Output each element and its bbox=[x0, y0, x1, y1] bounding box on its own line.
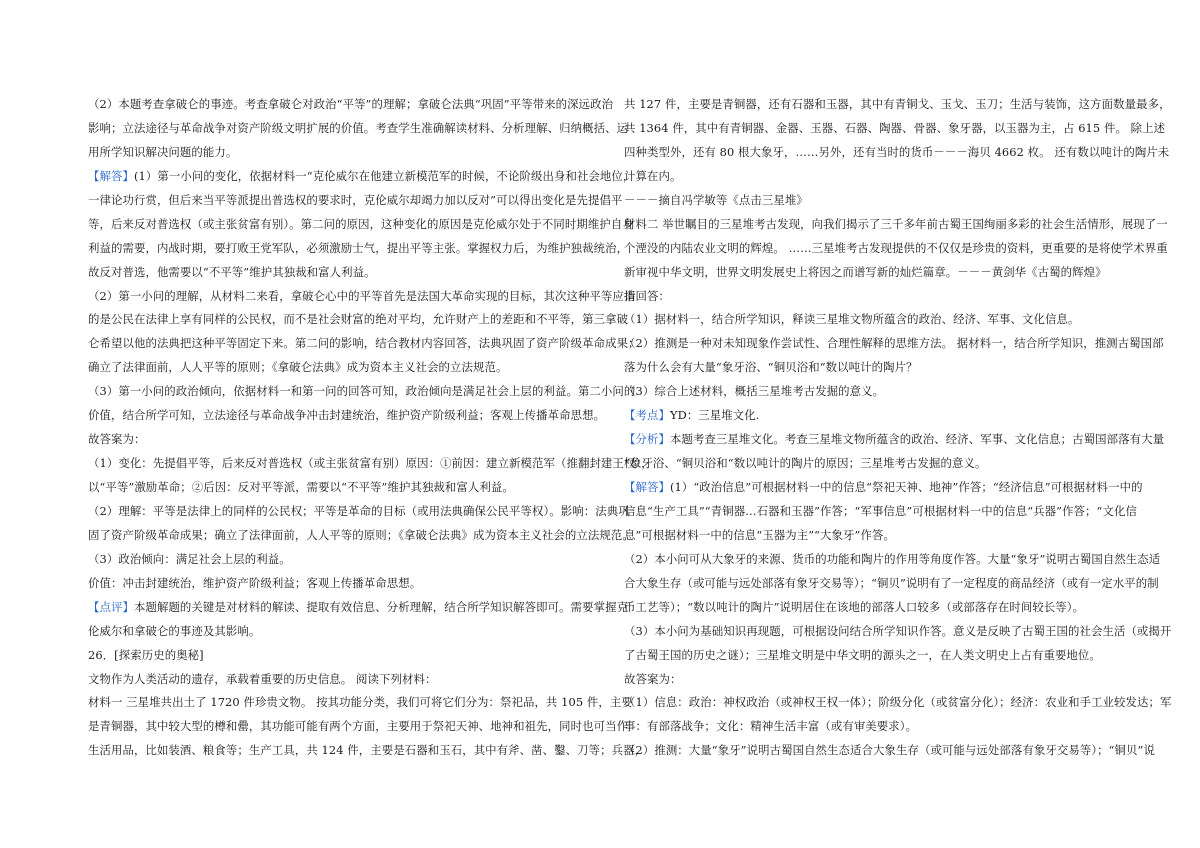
text-line bbox=[624, 117, 1166, 141]
text-line bbox=[624, 213, 1168, 237]
line-text: 共 1364 件，其中有青铜器、金器、玉器、石器、陶器、骨器、象牙器，以玉器为主，占 615 件。 除上述 bbox=[624, 120, 1166, 135]
line-text: 共 127 件，主要是青铜器，还有石器和玉器，其中有青铜戈、玉戈、玉刀；生活与装饰，这方面数量最多， bbox=[624, 97, 1171, 111]
text-line bbox=[88, 165, 635, 189]
text-line bbox=[624, 428, 1165, 452]
right-column bbox=[624, 93, 1172, 763]
line-text: 影响；立法途径与革命战争对资产阶级文明扩展的价值。考查学生准确解读材料、分析理解、归纳概括、运 bbox=[88, 120, 629, 135]
line-text: 价值：冲击封建统治，维护资产阶级利益；客观上传播革命思想。 bbox=[88, 575, 422, 590]
line-text: 了古蜀王国的历史之谜）；三星堆文明是中华文明的源头之一，在人类文明史上占有重要地位。 bbox=[624, 647, 1101, 662]
line-text: 生活用品，比如装酒、粮食等；生产工具，共 124 件，主要是石器和玉石，其中有斧、凿、鑿、刀等；兵器， bbox=[88, 743, 647, 758]
line-text: （1）变化：先提倡平等，后来反对普选权（或主张贫富有别）原因：①前因：建立新模范军（推翻封建王权）， bbox=[88, 456, 653, 471]
line-text: （2）本小问可从大象牙的来源、货币的功能和陶片的作用等角度作答。大量“象牙”说明古蜀国自然生态适 bbox=[624, 551, 1161, 566]
line-text: 请回答： bbox=[624, 288, 670, 303]
text-line bbox=[88, 261, 590, 285]
line-text: 故答案为： bbox=[88, 432, 146, 447]
text-line bbox=[88, 308, 629, 332]
line-text: (1）第一小问的变化，依据材料一“克伦威尔在他建立新模范军的时候，不论阶级出身和社会地位， bbox=[133, 168, 635, 183]
line-text: YD：三星堆文化. bbox=[669, 408, 760, 423]
text-line bbox=[88, 524, 634, 548]
line-text: （2）推测是一种对未知现象作尝试性、合理性解释的思维方法。 据材料一，结合所学知识，推测古蜀国部 bbox=[624, 336, 1164, 351]
section-tag: 【考点】 bbox=[624, 408, 670, 423]
text-line bbox=[88, 715, 629, 739]
line-text: 价值，结合所学可知，立法途径与革命战争冲击封建统治，维护资产阶级利益；客观上传播革命思想。 bbox=[88, 408, 606, 423]
text-line bbox=[88, 739, 647, 763]
text-line bbox=[624, 308, 1126, 332]
text-line bbox=[624, 548, 1161, 572]
text-line bbox=[624, 237, 1168, 261]
text-line bbox=[624, 620, 1172, 644]
section-tag: 【分析】 bbox=[624, 432, 670, 447]
line-text: 材料一 三星堆共出土了 1720 件珍贵文物。 按其功能分类，我们可将它们分为：祭祀品，共 105 件，主要 bbox=[88, 695, 633, 710]
text-line bbox=[88, 237, 629, 261]
line-text: 26．[探索历史的奥秘] bbox=[88, 647, 204, 662]
section-tag: 【点评】 bbox=[88, 599, 134, 614]
line-text: （3）本小问为基础知识再现题，可根据设问结合所学知识作答。意义是反映了古蜀王国的社会生活（或揭开 bbox=[624, 623, 1172, 638]
line-text: （1）信息：政治：神权政治（或神权王权一体）；阶级分化（或贫富分化）；经济：农业和手工业较发达；军 bbox=[624, 695, 1172, 710]
line-text: 四种类型外，还有 80 根大象牙，……另外，还有当时的货币－－－海贝 4662 枚。 还有数以吨计的陶片未 bbox=[624, 144, 1170, 159]
line-text: 伦威尔和拿破仑的事迹及其影响。 bbox=[88, 623, 261, 638]
line-text: （3）政治倾向：满足社会上层的利益。 bbox=[88, 551, 291, 566]
line-text: 故答案为： bbox=[624, 671, 682, 686]
text-line bbox=[624, 739, 1155, 763]
line-text: （2）理解：平等是法律上的同样的公民权；平等是革命的目标（或用法典确保公民平等权）。影响：法典巩 bbox=[88, 503, 630, 518]
line-text: 固了资产阶级革命成果；确立了法律面前，人人平等的原则；《拿破仑法典》成为资本主义社会的立法规范。 bbox=[88, 527, 634, 542]
line-text: 文物作为人类活动的遗存，承载着重要的历史信息。 阅读下列材料： bbox=[88, 671, 437, 686]
text-line bbox=[88, 596, 629, 620]
line-text: 计算在内。 bbox=[624, 168, 682, 183]
text-line bbox=[624, 404, 1126, 428]
text-line bbox=[88, 691, 633, 715]
section-tag: 【解答】 bbox=[88, 168, 134, 183]
section-tag: 【解答】 bbox=[624, 480, 670, 494]
line-text: 币工艺等）；“数以吨计的陶片”说明居住在该地的部落人口较多（或部落存在时间较长等）。 bbox=[624, 599, 1085, 614]
line-text: （2）第一小问的理解，从材料二来看，拿破仑心中的平等首先是法国大革命实现的目标，其次这种平等应指 bbox=[88, 288, 636, 303]
text-line bbox=[88, 93, 614, 117]
text-line bbox=[88, 644, 590, 668]
text-line bbox=[88, 117, 629, 141]
line-text: －－－摘自冯学敏等《点击三星堆》 bbox=[624, 192, 808, 207]
text-line bbox=[88, 213, 634, 237]
line-text: “象牙浴、“铜贝浴和“数以吨计的陶片的原因；三星堆考古发掘的意义。 bbox=[624, 456, 987, 471]
text-line bbox=[624, 500, 1137, 524]
text-line bbox=[88, 189, 623, 213]
line-text: （3）第一小问的政治倾向，依据材料一和第一问的回答可知，政治倾向是满足社会上层的利益。第二小问的 bbox=[88, 384, 636, 399]
line-text: 一律论功行赏，但后来当平等派提出普选权的要求时，克伦威尔却竭力加以反对”可以得出变化是先提倡平 bbox=[88, 192, 623, 207]
text-line bbox=[624, 356, 1126, 380]
line-text: 等，后来反对普选权（或主张贫富有别）。第二问的原因，这种变化的原因是克伦威尔处于不同时期维护自身 bbox=[88, 216, 634, 231]
text-line bbox=[88, 380, 636, 404]
text-line bbox=[88, 332, 640, 356]
line-text: 个湮没的内陆农业文明的辉煌。 ……三星堆考古发现提供的不仅仅是珍贵的资料，更重要的是将使学术界重 bbox=[624, 240, 1168, 255]
line-text: 事：有部落战争；文化：精神生活丰富（或有审美要求）。 bbox=[624, 719, 918, 734]
text-line bbox=[624, 476, 1143, 500]
line-text: 确立了法律面前，人人平等的原则；《拿破仑法典》成为资本主义社会的立法规范。 bbox=[88, 360, 508, 375]
line-text: 新审视中华文明，世界文明发展史上将因之而谱写新的灿烂篇章。－－－黄剑华《古蜀的辉煌》 bbox=[624, 264, 1107, 279]
text-line bbox=[88, 285, 636, 309]
text-line bbox=[624, 691, 1172, 715]
text-line bbox=[624, 715, 1126, 739]
text-line bbox=[88, 500, 630, 524]
line-text: 信息“生产工具”“青铜器…石器和玉器”作答；“军事信息”可根据材料一中的信息“兵器”作答；“文化信 bbox=[624, 503, 1137, 518]
text-line bbox=[88, 620, 590, 644]
line-text: （2）本题考查拿破仑的事迹。考查拿破仑对政治“平等”的理解；拿破仑法典“巩固”平等带来的深远政治 bbox=[88, 97, 614, 111]
text-line bbox=[624, 452, 1126, 476]
text-line bbox=[88, 141, 590, 165]
text-line bbox=[624, 524, 1126, 548]
line-text: 故反对普选，他需要以“不平等”维护其独裁和富人利益。 bbox=[88, 264, 376, 279]
text-line bbox=[624, 165, 1126, 189]
line-text: 息”可根据材料一中的信息“玉器为主”“大象牙”作答。 bbox=[624, 527, 895, 542]
line-text: 利益的需要，内战时期，要打败王党军队，必须激励士气，提出平等主张。掌握权力后，为维护独裁统治， bbox=[88, 240, 629, 255]
text-line bbox=[88, 356, 590, 380]
line-text: 仑希望以他的法典把这种平等固定下来。第二问的影响，结合教材内容回答，法典巩固了资产阶级革命成果； bbox=[88, 336, 640, 351]
line-text: 用所学知识解决问题的能力。 bbox=[88, 144, 238, 159]
text-line bbox=[624, 644, 1126, 668]
text-line bbox=[624, 572, 1159, 596]
line-text: 本题考查三星堆文化。考查三星堆文物所蕴含的政治、经济、军事、文化信息；古蜀国部落有大量 bbox=[669, 432, 1165, 447]
text-line bbox=[624, 332, 1164, 356]
text-line bbox=[624, 189, 1126, 213]
text-line bbox=[624, 141, 1170, 165]
text-line bbox=[88, 452, 653, 476]
line-text: （3）综合上述材料，概括三星堆考古发掘的意义。 bbox=[624, 384, 885, 399]
line-text: 是青铜器，其中较大型的樽和罍，其功能可能有两个方面，主要用于祭祀天神、地神和祖先，同时也可当作 bbox=[88, 719, 629, 734]
text-line bbox=[88, 668, 590, 692]
line-text: 以“平等”激励革命；②后因：反对平等派，需要以“不平等”维护其独裁和富人利益。 bbox=[88, 480, 514, 494]
text-line bbox=[88, 476, 590, 500]
text-line bbox=[624, 261, 1126, 285]
text-line bbox=[624, 668, 1126, 692]
text-line bbox=[624, 285, 1126, 309]
line-text: 材料二 举世瞩目的三星堆考古发现，向我们揭示了三千多年前古蜀王国绚丽多彩的社会生活情形，展现了一 bbox=[624, 216, 1168, 231]
text-line bbox=[624, 93, 1171, 117]
text-line bbox=[88, 548, 590, 572]
line-text: 合大象生存（或可能与远处部落有象牙交易等）；“铜贝”说明有了一定程度的商品经济（或有一定水平的制 bbox=[624, 575, 1159, 590]
text-line bbox=[624, 380, 1126, 404]
text-line bbox=[88, 428, 590, 452]
text-line bbox=[624, 596, 1126, 620]
line-text: （2）推测：大量“象牙”说明古蜀国自然生态适合大象生存（或可能与远处部落有象牙交易等）；“铜贝”说 bbox=[624, 743, 1155, 758]
line-text: 的是公民在法律上享有同样的公民权，而不是社会财富的绝对平均，允许财产上的差距和不平等，第三拿破 bbox=[88, 312, 629, 327]
line-text: （1）据材料一，结合所学知识，释读三星堆文物所蕴含的政治、经济、军事、文化信息。 bbox=[624, 312, 1080, 327]
line-text: (1）“政治信息”可根据材料一中的信息“祭祀天神、地神”作答；“经济信息”可根据材料一中的 bbox=[669, 480, 1143, 494]
line-text: 本题解题的关键是对材料的解读、提取有效信息、分析理解，结合所学知识解答即可。需要掌握克 bbox=[133, 599, 629, 614]
line-text: 落为什么会有大量“象牙浴、“铜贝浴和“数以吨计的陶片？ bbox=[624, 360, 918, 375]
text-line bbox=[88, 572, 590, 596]
text-line bbox=[88, 404, 606, 428]
